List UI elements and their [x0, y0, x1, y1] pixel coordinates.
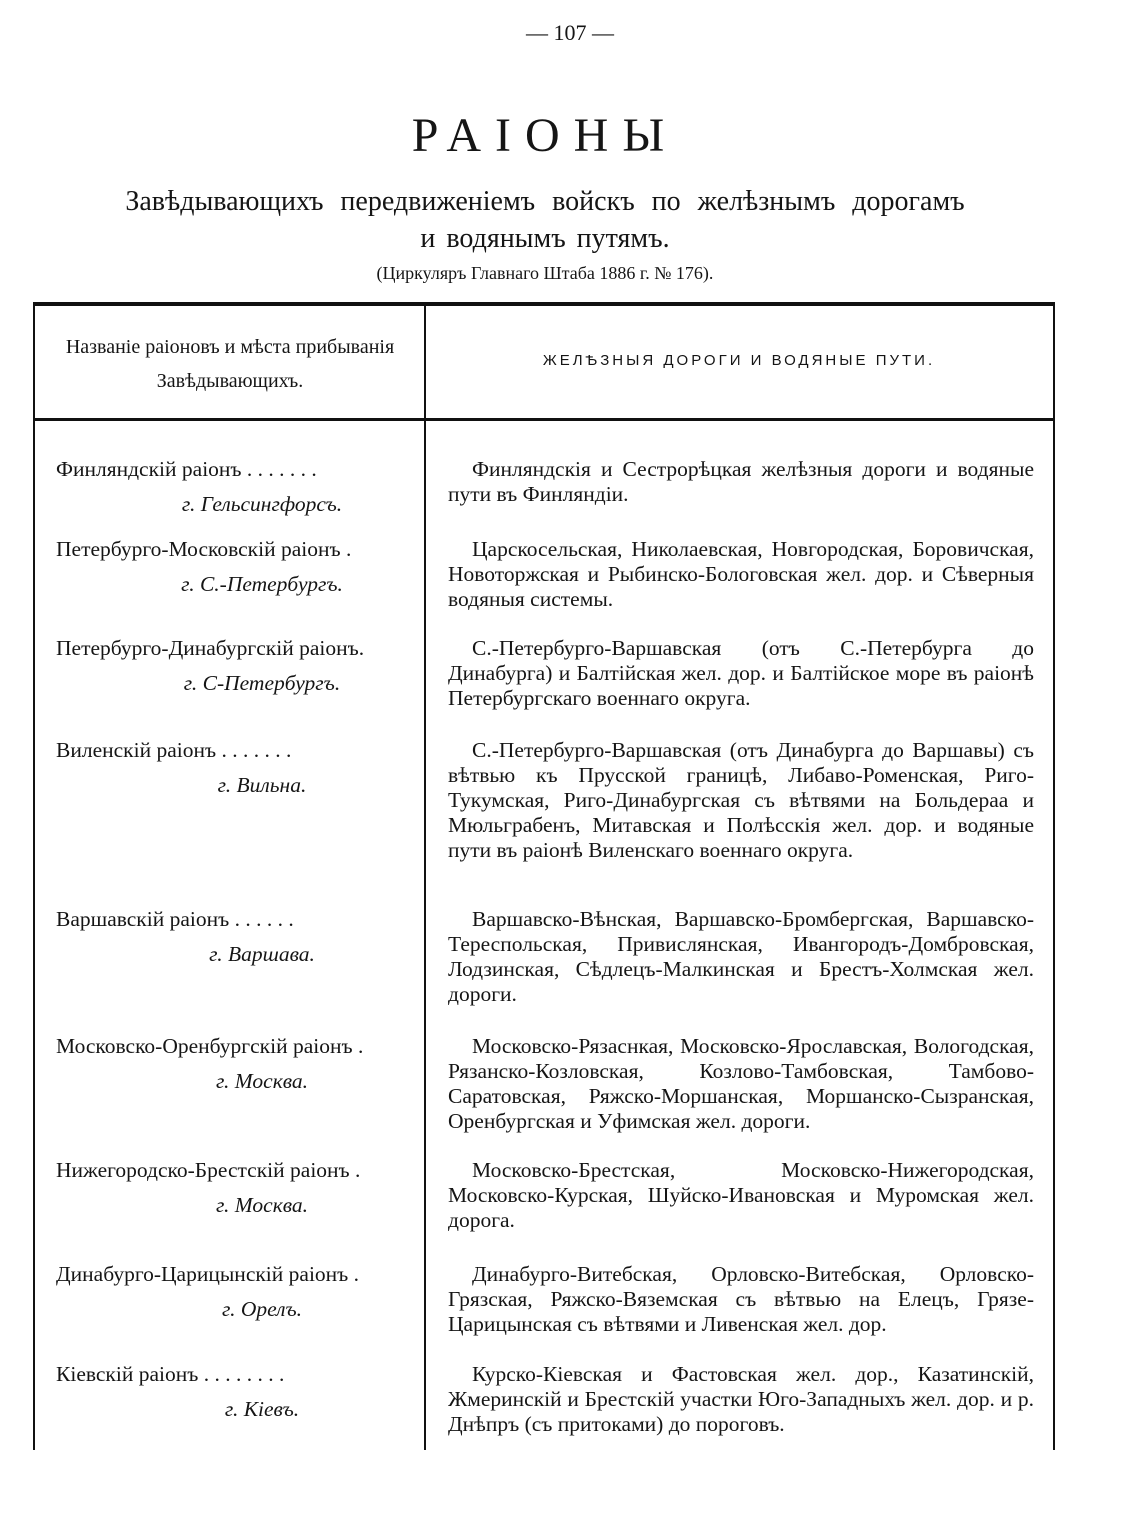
table-header-rule — [35, 418, 1053, 421]
district-name: Варшавскiй раiонъ . . . . . . — [56, 907, 294, 931]
roads-cell: Московско-Рязаснкая, Московско-Ярославская, Вологодская, Рязанско-Козловская, Козлово-Тамбовская, Тамбово-Саратовская, Ряжско-Моршанская, Моршанско-Сызранская, Оренбургская и Уфимская жел. дороги. — [448, 1034, 1034, 1133]
district-city: г. Вильна. — [217, 773, 307, 797]
roads-cell: Царскосельская, Николаевская, Новгородская, Боровичская, Новоторжская и Рыбинско-Бологовская жел. дор. и Сѣверныя водяныя системы. — [448, 537, 1034, 611]
district-city: г. Орелъ. — [221, 1297, 303, 1321]
district-city: г. Гельсингфорсъ. — [181, 492, 343, 516]
table-column-divider — [424, 306, 426, 1450]
column-header-roads: ЖЕЛѢЗНЫЯ ДОРОГИ И ВОДЯНЫЕ ПУТИ. — [542, 352, 936, 369]
district-city: г. С.-Петербургъ. — [181, 572, 343, 596]
roads-cell: Московско-Брестская, Московско-Нижегородская, Московско-Курская, Шуйско-Ивановская и Муромская жел. дорога. — [448, 1158, 1034, 1232]
page-number: — 107 — — [526, 20, 614, 45]
roads-cell: Варшавско-Вѣнская, Варшавско-Бромбергская, Варшавско-Тереспольская, Привислянская, Ивангородъ-Домбровская, Лодзинская, Сѣдлецъ-Малкинская и Брестъ-Холмская жел. дороги. — [448, 907, 1034, 1006]
district-name: Нижегородско-Брестскiй раiонъ . — [56, 1158, 361, 1182]
circular-note: (Циркуляръ Главнаго Штаба 1886 г. № 176). — [376, 263, 714, 283]
district-cell — [56, 455, 418, 519]
subtitle-line-1: Завѣдывающихъ передвиженiемъ войскъ по желѣзнымъ дорогамъ — [125, 186, 965, 217]
district-cell — [56, 535, 418, 599]
subtitle-line-2: и водянымъ путямъ. — [420, 223, 670, 254]
district-cell — [56, 736, 418, 800]
roads-cell: Финляндскiя и Сестрорѣцкая желѣзныя дороги и водяные пути въ Финляндiи. — [448, 457, 1034, 506]
district-cell — [56, 1360, 418, 1424]
district-city: г. С-Петербургъ. — [183, 671, 341, 695]
roads-cell: Динабурго-Витебская, Орловско-Витебская, Орловско-Грязская, Ряжско-Вяземская съ вѣтвью на Елецъ, Грязе-Царицынская съ вѣтвями и Ливенская жел. дор. — [448, 1262, 1034, 1336]
district-city: г. Варшава. — [209, 942, 315, 966]
roads-cell: С.-Петербурго-Варшавская (отъ Динабурга до Варшавы) съ вѣтвью къ Прусской границѣ, Либаво-Роменская, Риго-Тукумская, Риго-Динабургская съ вѣтвями на Больдераа и Мюльграбенъ, Митавская и Полѣсскiя жел. дор. и водяные пути въ раiонѣ Виленскаго военнаго округа. — [448, 738, 1034, 862]
district-cell — [56, 1156, 418, 1220]
district-cell — [56, 634, 418, 698]
column-header-districts: Названiе раiоновъ и мѣста прибыванiя Завѣдывающихъ. — [65, 336, 395, 392]
district-cell — [56, 905, 418, 969]
district-cell — [56, 1032, 418, 1096]
page-title: РАIОНЫ — [411, 109, 679, 162]
district-city: г. Кiевъ. — [224, 1397, 300, 1421]
district-name: Московско-Оренбургскiй раiонъ . — [56, 1034, 364, 1058]
district-city: г. Москва. — [215, 1193, 309, 1217]
district-name: Динабурго-Царицынскiй раiонъ . — [56, 1262, 360, 1286]
district-name: Петербурго-Динабургскiй раiонъ. — [56, 636, 365, 660]
district-cell — [56, 1260, 418, 1324]
roads-cell: С.-Петербурго-Варшавская (отъ С.-Петербурга до Динабурга) и Балтiйская жел. дор. и Балтiйское море въ раiонѣ Петербургскаго военнаго округа. — [448, 636, 1034, 710]
district-name: Кiевскiй раiонъ . . . . . . . . — [56, 1362, 285, 1386]
roads-cell: Курско-Кiевская и Фастовская жел. дор., Казатинскiй, Жмеринскiй и Брестскiй участки Юго-Западныхъ жел. дор. и р. Днѣпръ (съ притоками) до пороговъ. — [448, 1362, 1034, 1436]
district-name: Финляндскiй раiонъ . . . . . . . — [56, 457, 317, 481]
district-name: Петербурго-Московскiй раiонъ . — [56, 537, 352, 561]
district-city: г. Москва. — [215, 1069, 309, 1093]
district-name: Виленскiй раiонъ . . . . . . . — [56, 738, 292, 762]
